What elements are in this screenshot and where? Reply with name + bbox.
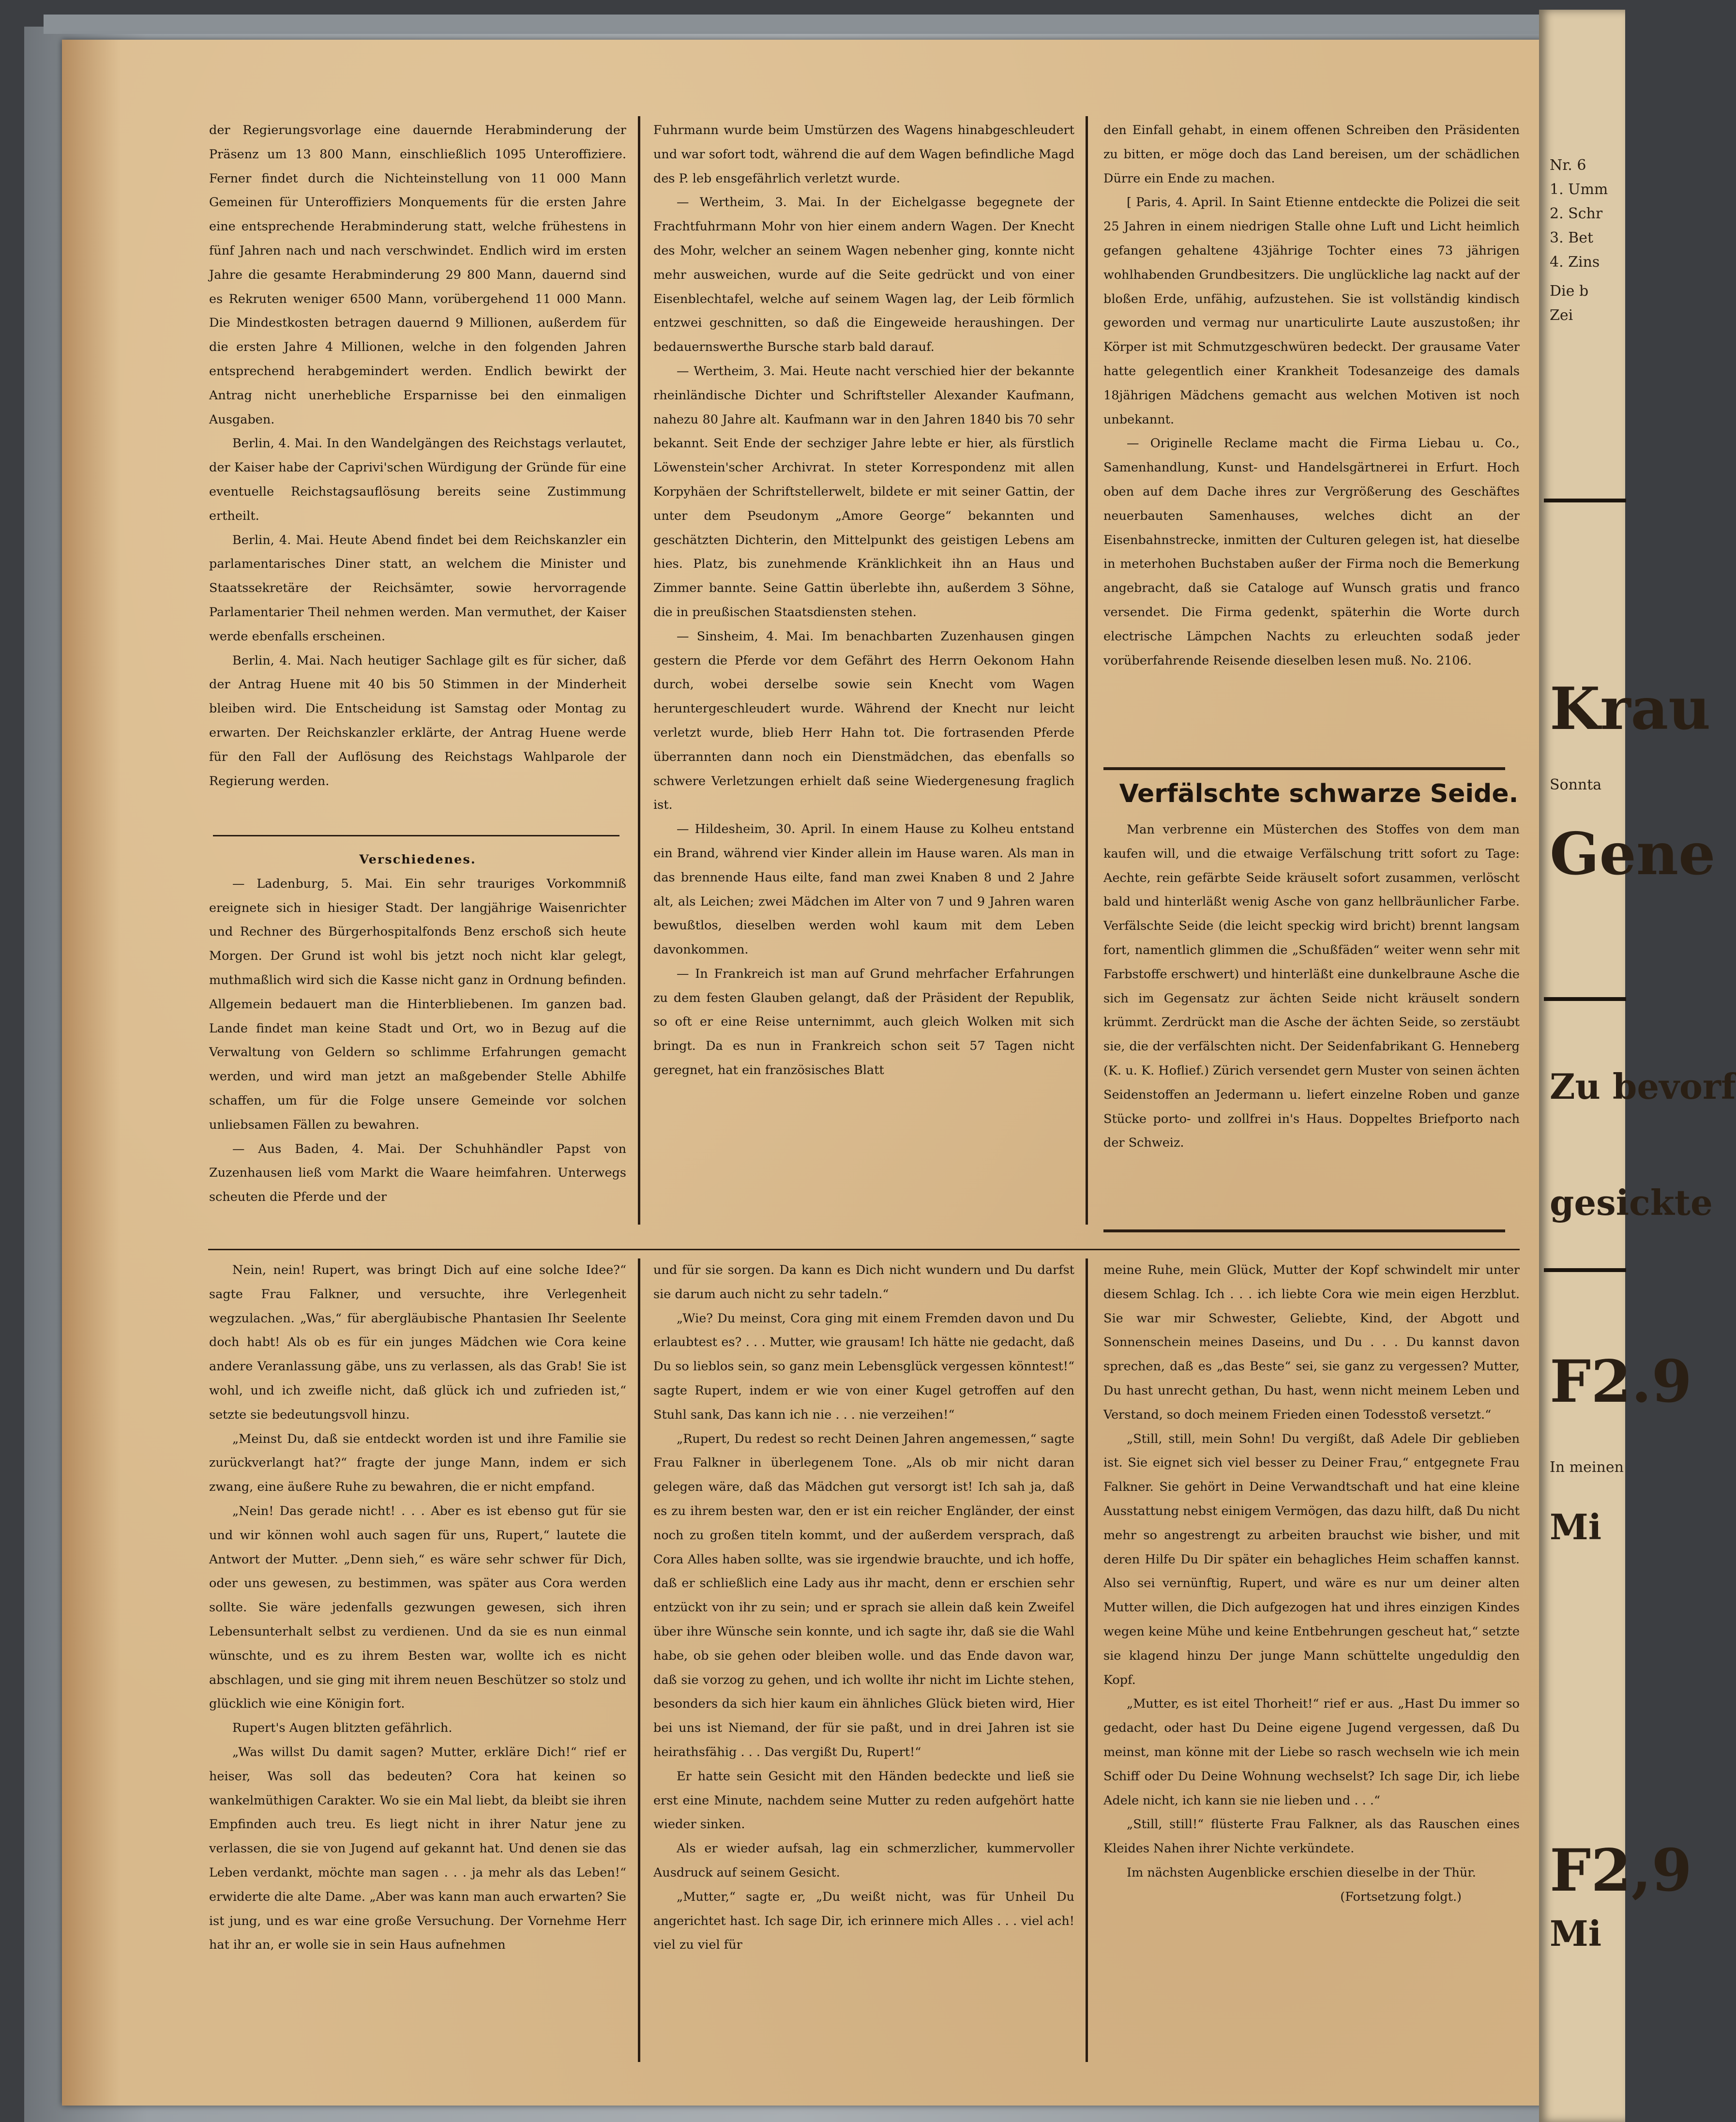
fragment-headline: Mi: [1550, 1506, 1602, 1547]
story-3-para-3: „Mutter, es ist eitel Thorheit!“ rief er aus. „Hast Du immer so gedacht, oder hast Du Deine eigene Jugend vergessen, daß Du meinst, man könne mit der Liebe so rasch wechseln wie ich mein Schiff oder Du Deine Wohnung wechselst? Ich sage Dir, ich liebe Adele nicht, ich kann sie nie lieben und . . .“: [1103, 1697, 1520, 1808]
column-2-news: [653, 119, 1074, 1083]
story-2-para-1: und für sie sorgen. Da kann es Dich nicht wundern und Du darfst sie darum auch nicht zu sehr tadeln.“: [653, 1263, 1074, 1302]
story-column-2: [653, 1258, 1074, 1957]
fragment-price: F2.9: [1550, 1348, 1692, 1416]
section-heading-verschiedenes: Verschiedenes.: [359, 852, 476, 867]
silk-advertisement: [1103, 818, 1520, 1155]
story-column-3: [1103, 1258, 1520, 1910]
article-reclame: — Originelle Reclame macht die Firma Liebau u. Co., Samenhandlung, Kunst- und Handelsgärtnerei in Erfurt. Hoch oben auf dem Dache ihres zur Vergrößerung des Geschäftes neuerbauten Samenhauses, welches dicht an der Eisenbahnstrecke, inmitten der Culturen gelegen ist, hat dieselbe in meterhohen Buchstaben außer der Firma noch die Bemerkung angebracht, daß sie Cataloge auf Wunsch gratis und franco versendet. Die Firma gedenkt, späterhin die Worte durch electrische Lämpchen Nachts zu erleuchten sodaß jeder vorüberfahrende Reisende dieselben lesen muß. No. 2106.: [1103, 436, 1520, 668]
article-aus-baden: — Aus Baden, 4. Mai. Der Schuhhändler Papst von Zuzenhausen ließ vom Markt die Waare heimfahren. Unterwegs scheuten die Pferde und der: [209, 1141, 626, 1205]
adjacent-page-fragment: [1539, 10, 1736, 2122]
column-divider-1: [638, 116, 640, 1225]
column-1-verschiedenes: [209, 848, 626, 1210]
ad-bottom-rule: [1103, 1229, 1505, 1232]
to-be-continued: (Fortsetzung folgt.): [1340, 1889, 1462, 1904]
fragment-line: 1. Umm: [1550, 181, 1608, 198]
story-divider-2: [1086, 1258, 1088, 2062]
feuilleton-separator: [208, 1249, 1520, 1250]
story-2-para-6: „Mutter,“ sagte er, „Du weißt nicht, was für Unheil Du angerichtet hast. Ich sage Dir, ich erinnere mich Alles . . . viel ach! viel zu viel für: [653, 1889, 1074, 1953]
fragment-rule: [1544, 499, 1626, 502]
article-wertheim-2: — Wertheim, 3. Mai. Heute nacht verschied hier der bekannte rheinländische Dichter und Schriftsteller Alexander Kaufmann, nahezu 80 Jahre alt. Kaufmann war in den Jahren 1840 bis 70 sehr bekannt. Seit Ende der sechziger Jahre lebte er hier, als fürstlich Löwenstein'scher Archivrat. In steter Korrespondenz mit allen Korpyhäen der Schriftstellerwelt, bildete er mit seiner Gattin, der unter dem Pseudonym „Amore George“ bekannten und geschätzten Dichterin, den Mittelpunkt des geistigen Lebens am hies. Platz, bis zunehmende Kränklichkeit ihn an Haus und Zimmer bannte. Seine Gattin überlebte ihn, außerdem 3 Söhne, die in preußischen Staatsdiensten stehen.: [653, 364, 1074, 620]
column-3-news: [1103, 119, 1520, 673]
article-hildesheim: — Hildesheim, 30. April. In einem Hause zu Kolheu entstand ein Brand, während vier Kinder allein im Hause waren. Als man in das brennende Haus eilte, fand man zwei Knaben 8 und 2 Jahre alt, als Leichen; zwei Mädchen im Alter von 7 und 9 Jahren waren bewußtlos, dieselben werden wohl kaum mit dem Leben davonkommen.: [653, 822, 1074, 957]
article-sinsheim: — Sinsheim, 4. Mai. Im benachbarten Zuzenhausen gingen gestern die Pferde vor dem Gefährt des Herrn Oekonom Hahn durch, wobei derselbe sowie sein Knecht vom Wagen heruntergeschleudert wurde. Während der Knecht nur leicht verletzt wurde, blieb Herr Hahn tot. Die fortrasenden Pferde überrannten dann noch ein Dienstmädchen, das ebenfalls so schwere Verletzungen erhielt daß seine Wiedergenesung fraglich ist.: [653, 629, 1074, 813]
story-3-para-5: Im nächsten Augenblicke erschien dieselbe in der Thür.: [1127, 1865, 1476, 1880]
ad-title: Verfälschte schwarze Seide.: [1119, 779, 1519, 808]
story-2-para-5: Als er wieder aufsah, lag ein schmerzlicher, kummervoller Ausdruck auf seinem Gesicht.: [653, 1841, 1074, 1880]
story-2-para-3: „Rupert, Du redest so recht Deinen Jahren angemessen,“ sagte Frau Falkner in überlegenem Tone. „Als ob mir nicht daran gelegen wäre, daß das Mädchen gut versorgt ist! Ich sah ja, daß es zu ihrem besten war, den er ist ein reicher Engländer, der einst noch zu großen titeln kommt, und der außerdem versprach, daß Cora Alles haben sollte, was sie irgendwie brauchte, und ich hoffe, daß er schließlich eine Lady aus ihr macht, denn er erschien sehr entzückt von ihr zu sein; und er sprach sie allein daß kein Zweifel über ihre Wünsche sein konnte, und ich sagte ihr, daß sie die Wahl habe, ob sie gehen oder bleiben wolle. und das Ende davon war, daß sie vorzog zu gehen, und ich wollte ihr nicht im Lichte stehen, besonders da sich hier kaum ein ähnliches Glück bieten wird, Hier bei uns ist Niemand, der für sie paßt, und in drei Jahren ist sie heirathsfähig . . . Das vergißt Du, Rupert!“: [653, 1431, 1074, 1759]
fragment-headline: Krau: [1550, 675, 1711, 743]
article-ladenburg: — Ladenburg, 5. Mai. Ein sehr trauriges Vorkommniß ereignete sich in hiesiger Stadt. Der langjährige Waisenrichter und Rechner des Bürgerhospitalfonds Benz erschoß sich heute Morgen. Der Grund ist wohl bis jetzt noch nicht klar gelegt, muthmaßlich wird sich die Kasse nicht ganz in Ordnung befinden. Allgemein bedauert man die Hinterbliebenen. Im ganzen bad. Lande findet man keine Stadt und Ort, wo in Bezug auf die Verwaltung von Geldern so schlimme Erfahrungen gemacht werden, und wird man jetzt an maßgebender Stelle Abhilfe schaffen, um für die Folge unsere Gemeinde vor solchen unliebsamen Fällen zu bewahren.: [209, 876, 626, 1132]
article-regierungsvorlage: der Regierungsvorlage eine dauernde Herabminderung der Präsenz um 13 800 Mann, einschließlich 1095 Unteroffiziere. Ferner findet durch die Nichteinstellung von 11 000 Mann Gemeinen für Unteroffiziers Monquements für die ersten Jahre eine entsprechende Herabminderung statt, welche frühestens in fünf Jahren nach und nach verschwindet. Endlich wird im ersten Jahre die gesamte Herabminderung 29 800 Mann, dauernd sind es Rekruten weniger 6500 Mann, vorübergehend 11 000 Mann. Die Mindestkosten betragen dauernd 9 Millionen, außerdem für die ersten Jahre 4 Millionen, welche in den folgenden Jahren entsprechend herabgemindert werden. Endlich bewirkt der Antrag nicht unerhebliche Ersparnisse bei den einmaligen Ausgaben.: [209, 123, 626, 427]
fragment-line: 2. Schr: [1550, 205, 1603, 222]
fragment-rule: [1544, 1268, 1626, 1272]
fragment-headline: Mi: [1550, 1913, 1602, 1954]
article-berlin-2: Berlin, 4. Mai. Heute Abend findet bei dem Reichskanzler ein parlamentarisches Diner statt, an welchem die Minister und Staatssekretäre der Reichsämter, sowie hervorragende Parlamentarier Theil nehmen werden. Man vermuthet, der Kaiser werde ebenfalls erscheinen.: [209, 532, 626, 644]
story-3-para-1: meine Ruhe, mein Glück, Mutter der Kopf schwindelt mir unter diesem Schlag. Ich . . . ich liebte Cora wie mein eigen Herzblut. Sie war mir Schwester, Geliebte, Kind, der Abgott und Sonnenschein meines Daseins, und Du . . . Du kannst davon sprechen, daß es „das Beste“ sei, sie ganz zu vergessen? Mutter, Du hast unrecht gethan, Du hast, wenn nicht meinem Leben und Verstand, so doch meinem Frieden einen Todesstoß versetzt.“: [1103, 1263, 1520, 1422]
column-divider-2: [1086, 116, 1088, 1225]
page-gutter-shadow: [62, 40, 120, 2106]
story-2-para-2: „Wie? Du meinst, Cora ging mit einem Fremden davon und Du erlaubtest es? . . . Mutter, wie grausam! Ich hätte nie gedacht, daß Du so lieblos sein, so ganz mein Lebensglück vergessen könntest!“ sagte Rupert, indem er wie von einer Kugel getroffen auf den Stuhl sank, Das kann ich nie . . . nie verzeihen!“: [653, 1311, 1074, 1422]
story-1-para-1: Nein, nein! Rupert, was bringt Dich auf eine solche Idee?“ sagte Frau Falkner, und versuchte, ihre Verlegenheit wegzulachen. „Was,“ für abergläubische Phantasien Ihr Seelente doch habt! Als ob es für ein junges Mädchen wie Cora keine andere Veranlassung gäbe, uns zu verlassen, als das Grab! Sie ist wohl, und ich zweifle nicht, daß glück ich und zufrieden ist,“ setzte sie bedeutungsvoll hinzu.: [209, 1263, 626, 1422]
ad-body: Man verbrenne ein Müsterchen des Stoffes von dem man kaufen will, und die etwaige Verfälschung tritt sofort zu Tage: Aechte, rein gefärbte Seide kräuselt sofort zusammen, verlöscht bald und hinterläßt wenig Asche von ganz hellbräunlicher Farbe. Verfälschte Seide (die leicht speckig wird bricht) brennt langsam fort, namentlich glimmen die „Schußfäden“ weiter wenn sehr mit Farbstoffe erschwert) und hinterläßt eine dunkelbraune Asche die sich im Gegensatz zur ächten Seide nicht kräuselt sondern krümmt. Zerdrückt man die Asche der ächten Seide, so zerstäubt sie, die der verfälschten nicht. Der Seidenfabrikant G. Henneberg (K. u. K. Hoflief.) Zürich versendet gern Muster von seinen ächten Seidenstoffen an Jedermann u. liefert einzelne Roben und ganze Stücke porto- und zollfrei in's Haus. Doppeltes Briefporto nach der Schweiz.: [1103, 822, 1520, 1151]
story-1-para-2: „Meinst Du, daß sie entdeckt worden ist und ihre Familie sie zurückverlangt hat?“ fragte der junge Mann, indem er sich zwang, eine äußere Ruhe zu bewahren, die er nicht empfand.: [209, 1431, 626, 1495]
fragment-line: 3. Bet: [1550, 229, 1594, 246]
binder-top-edge: [44, 15, 1558, 34]
fragment-line: Zei: [1550, 307, 1573, 324]
fragment-headline: gesickte: [1550, 1182, 1713, 1223]
article-berlin-1: Berlin, 4. Mai. In den Wandelgängen des Reichstags verlautet, der Kaiser habe der Caprivi'schen Würdigung der Gründe für eine eventuelle Reichstagsauflösung bereits seine Zustimmung ertheilt.: [209, 436, 626, 523]
fragment-line: Die b: [1550, 283, 1589, 300]
column-1-news: [209, 119, 626, 793]
fragment-price: F2,9: [1550, 1836, 1692, 1905]
story-1-para-5: „Was willst Du damit sagen? Mutter, erkläre Dich!“ rief er heiser, Was soll das bedeuten? Cora hat keinen so wankelmüthigen Carakter. Wo sie ein Mal liebt, da bleibt sie ihren Empfinden auch treu. Es liegt nicht in ihrer Natur jene zu verlassen, die sie von Jugend auf gekannt hat. Und denen sie das Leben verdankt, möchte man sagen . . . ja mehr als das Leben!“ erwiderte die alte Dame. „Aber was kann man auch erwarten? Sie ist jung, und es war eine große Versuchung. Der Vornehme Herr hat ihr an, er wolle sie in sein Haus aufnehmen: [209, 1744, 626, 1953]
story-3-para-2: „Still, still, mein Sohn! Du vergißt, daß Adele Dir geblieben ist. Sie eignet sich viel besser zu Deiner Frau,“ entgegnete Frau Falkner. Sie gehört in Deine Verwandtschaft und hat eine kleine Ausstattung nebst einigem Vermögen, das dazu hilft, daß Du nicht mehr so angestrengt zu arbeiten brauchst wie bisher, und mit deren Hilfe Du Dir später ein behagliches Heim schaffen kannst. Also sei vernünftig, Rupert, und wäre es nur um deiner alten Mutter willen, die Dich aufgezogen hat und ihres einzigen Kindes wegen keine Mühe und keine Entbehrungen gescheut hat,“ setzte sie klagend hinzu Der junge Mann schüttelte ungeduldig den Kopf.: [1103, 1431, 1520, 1687]
fragment-headline: Zu bevorf: [1550, 1066, 1736, 1107]
story-3-para-4: „Still, still!“ flüsterte Frau Falkner, als das Rauschen eines Kleides Nahen ihrer Nichte verkündete.: [1103, 1817, 1520, 1856]
article-paris: [ Paris, 4. April. In Saint Etienne entdeckte die Polizei die seit 25 Jahren in einem niedrigen Stalle ohne Luft und Licht heimlich gefangen gehaltene 43jährige Tochter eines 73 jährigen wohlhabenden Grundbesitzers. Die unglückliche lag nackt auf der bloßen Erde, unfähig, aufzustehen. Sie ist vollständig kindisch geworden und vermag nur unarticulirte Laute auszustoßen; ihr Körper ist mit Schmutzgeschwüren bedeckt. Der grausame Vater hatte gelegentlich einer Krankheit Todesanzeige des damals 18jährigen Mädchens gemacht aus welchen Motiven ist noch unbekannt.: [1103, 195, 1520, 427]
story-column-1: [209, 1258, 626, 1957]
story-1-para-4: Rupert's Augen blitzten gefährlich.: [232, 1721, 453, 1736]
fragment-line: Nr. 6: [1550, 157, 1586, 174]
article-einfall: den Einfall gehabt, in einem offenen Schreiben den Präsidenten zu bitten, er möge doch das Land bereisen, um der schädlichen Dürre ein Ende zu machen.: [1103, 123, 1520, 186]
ad-top-rule: [1103, 767, 1505, 770]
article-fuhrmann: Fuhrmann wurde beim Umstürzen des Wagens hinabgeschleudert und war sofort todt, während die auf dem Wagen befindliche Magd des P. leb ensgefährlich verletzt wurde.: [653, 123, 1074, 186]
fragment-line: Sonnta: [1550, 776, 1602, 793]
story-2-para-4: Er hatte sein Gesicht mit den Händen bedeckte und ließ sie erst eine Minute, nachdem seine Mutter zu reden aufgehört hatte wieder sinken.: [653, 1769, 1074, 1832]
col1-section-rule: [213, 835, 619, 836]
fragment-rule: [1544, 997, 1626, 1001]
fragment-line: 4. Zins: [1550, 254, 1600, 271]
story-divider-1: [638, 1258, 640, 2062]
fragment-headline: Gene: [1550, 820, 1716, 888]
article-berlin-3: Berlin, 4. Mai. Nach heutiger Sachlage gilt es für sicher, daß der Antrag Huene mit 40 bis 50 Stimmen in der Minderheit bleiben wird. Die Entscheidung ist Samstag oder Montag zu erwarten. Der Reichskanzler erklärte, der Antrag Huene werde für den Fall der Auflösung des Reichstags Wahlparole der Regierung werden.: [209, 653, 626, 788]
story-1-para-3: „Nein! Das gerade nicht! . . . Aber es ist ebenso gut für sie und wir können wohl auch sagen für uns, Rupert,“ lautete die Antwort der Mutter. „Denn sieh,“ es wäre sehr schwer für Dich, oder uns gewesen, zu bestimmen, was später aus Cora werden sollte. Sie wäre jedenfalls gezwungen gewesen, sich ihren Lebensunterhalt selbst zu verdienen. Und da sie es nun einmal wünschte, und es zu ihrem Besten war, wollte ich es nicht abschlagen, und sie ging mit ihrem neuen Beschützer so stolz und glücklich wie eine Königin fort.: [209, 1503, 626, 1712]
fragment-line: In meinen: [1550, 1459, 1624, 1476]
article-frankreich: — In Frankreich ist man auf Grund mehrfacher Erfahrungen zu dem festen Glauben gelangt, daß der Präsident der Republik, so oft er eine Reise unternimmt, auch gleich Wolken mit sich bringt. Da es nun in Frankreich schon seit 57 Tagen nicht geregnet, hat ein französisches Blatt: [653, 966, 1074, 1078]
article-wertheim-1: — Wertheim, 3. Mai. In der Eichelgasse begegnete der Frachtfuhrmann Mohr von hier einem andern Wagen. Der Knecht des Mohr, welcher an seinem Wagen nebenher ging, konnte nicht mehr ausweichen, wurde auf die Seite gedrückt und von einer Eisenblechtafel, welche auf seinem Wagen lag, der Leib förmlich entzwei geschnitten, so daß die Eingeweide heraushingen. Der bedauernswerthe Bursche starb bald darauf.: [653, 195, 1074, 355]
